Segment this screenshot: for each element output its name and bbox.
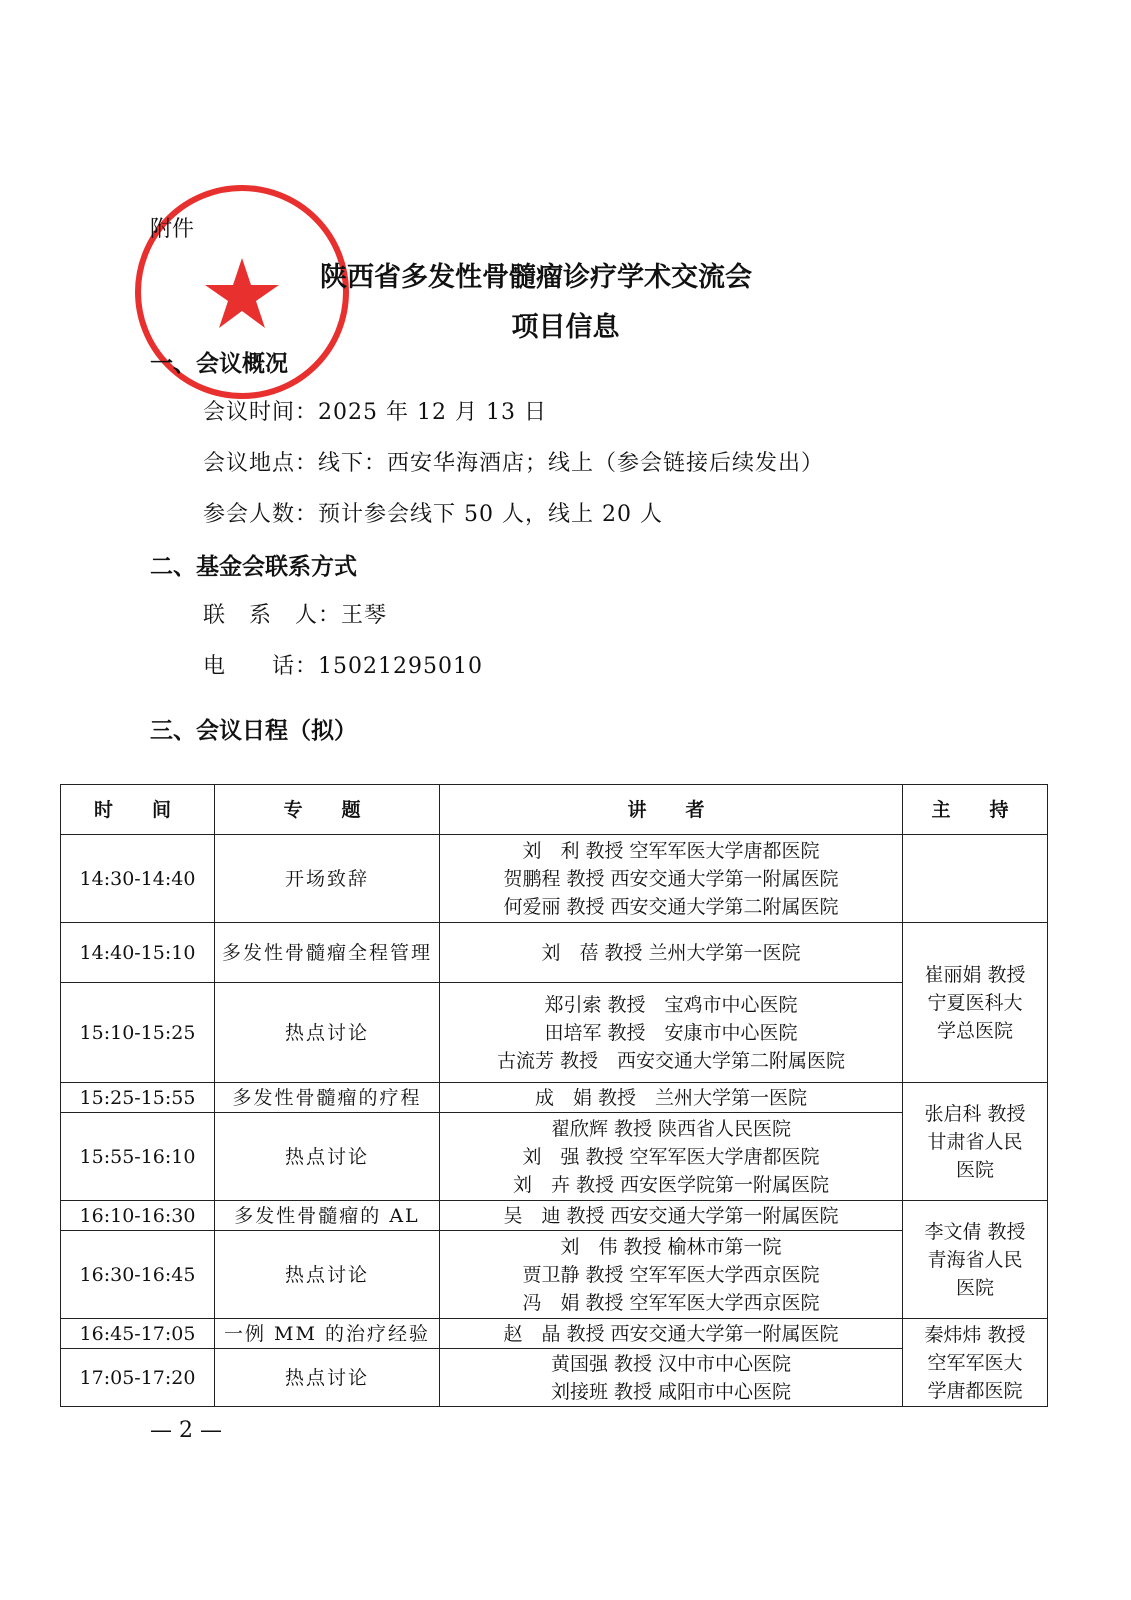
table-row — [61, 1083, 1048, 1113]
moderator-line: 学唐都医院 — [927, 1379, 1023, 1402]
speakers-cell — [440, 1349, 903, 1407]
moderator-cell — [903, 1201, 1048, 1319]
time-cell: 16:10-16:30 — [61, 1201, 215, 1231]
speaker-line: 成 娟 教授 兰州大学第一医院 — [534, 1086, 808, 1109]
speakers-cell — [440, 923, 903, 983]
time-cell: 14:40-15:10 — [61, 923, 215, 983]
speakers-cell — [440, 983, 903, 1083]
moderator-line: 秦炜炜 教授 — [924, 1323, 1026, 1346]
contact-phone: 电 话：15021295010 — [203, 654, 483, 679]
meeting-time: 会议时间：2025 年 12 月 13 日 — [203, 400, 547, 425]
topic-cell: 热点讨论 — [215, 1231, 440, 1319]
speaker-line: 刘 伟 教授 榆林市第一院 — [560, 1235, 782, 1258]
table-row — [61, 983, 1048, 1083]
time-cell: 14:30-14:40 — [61, 835, 215, 923]
table-row — [61, 1231, 1048, 1319]
moderator-line: 学总医院 — [936, 1019, 1013, 1042]
agenda-table — [60, 784, 1048, 1407]
speaker-line: 冯 娟 教授 空军军医大学西京医院 — [522, 1291, 820, 1314]
attendee-count: 参会人数：预计参会线下 50 人，线上 20 人 — [203, 502, 663, 527]
section2-heading: 二、基金会联系方式 — [150, 553, 357, 580]
section1-heading: 一、会议概况 — [150, 350, 288, 377]
speaker-line: 何爱丽 教授 西安交通大学第二附属医院 — [503, 895, 839, 918]
table-row — [61, 1201, 1048, 1231]
speakers-cell — [440, 1231, 903, 1319]
speaker-line: 翟欣辉 教授 陕西省人民医院 — [550, 1117, 792, 1140]
topic-cell: 热点讨论 — [215, 1349, 440, 1407]
speaker-line: 田培军 教授 安康市中心医院 — [544, 1021, 798, 1044]
table-row — [61, 1349, 1048, 1407]
moderator-line: 青海省人民 — [927, 1248, 1023, 1271]
speakers-cell — [440, 1201, 903, 1231]
moderator-line: 医院 — [955, 1158, 994, 1181]
topic-cell: 热点讨论 — [215, 1113, 440, 1201]
table-header-row — [61, 785, 1048, 835]
speakers-cell — [440, 835, 903, 923]
time-cell: 15:10-15:25 — [61, 983, 215, 1083]
moderator-line: 张启科 教授 — [924, 1102, 1026, 1125]
topic-cell: 一例 MM 的治疗经验 — [215, 1319, 440, 1349]
speaker-line: 吴 迪 教授 西安交通大学第一附属医院 — [503, 1204, 839, 1227]
moderator-line: 李文倩 教授 — [924, 1220, 1026, 1243]
speakers-cell — [440, 1083, 903, 1113]
time-cell: 15:55-16:10 — [61, 1113, 215, 1201]
header-topic: 专 题 — [215, 785, 440, 835]
page-subtitle: 项目信息 — [511, 312, 620, 343]
table-row — [61, 1319, 1048, 1349]
speaker-line: 刘 卉 教授 西安医学院第一附属医院 — [512, 1173, 830, 1196]
table-row — [61, 1113, 1048, 1201]
contact-person: 联 系 人：王琴 — [203, 603, 388, 628]
moderator-line: 甘肃省人民 — [927, 1130, 1023, 1153]
time-cell: 17:05-17:20 — [61, 1349, 215, 1407]
speaker-line: 刘接班 教授 咸阳市中心医院 — [550, 1380, 792, 1403]
topic-cell: 多发性骨髓瘤全程管理 — [215, 923, 440, 983]
attachment-label: 附件 — [150, 217, 195, 242]
topic-cell: 多发性骨髓瘤的疗程 — [215, 1083, 440, 1113]
time-cell: 15:25-15:55 — [61, 1083, 215, 1113]
moderator-cell-empty — [903, 835, 1048, 923]
speakers-cell — [440, 1113, 903, 1201]
speaker-line: 黄国强 教授 汉中市中心医院 — [550, 1352, 792, 1375]
page-title: 陕西省多发性骨髓瘤诊疗学术交流会 — [320, 262, 752, 293]
speaker-line: 贺鹏程 教授 西安交通大学第一附属医院 — [503, 867, 839, 890]
table-row — [61, 835, 1048, 923]
speaker-line: 赵 晶 教授 西安交通大学第一附属医院 — [503, 1322, 839, 1345]
moderator-line: 宁夏医科大 — [927, 991, 1023, 1014]
speaker-line: 刘 蓓 教授 兰州大学第一医院 — [541, 941, 801, 964]
moderator-line: 医院 — [955, 1276, 994, 1299]
speakers-cell — [440, 1319, 903, 1349]
topic-cell: 开场致辞 — [215, 835, 440, 923]
meeting-place: 会议地点：线下：西安华海酒店；线上（参会链接后续发出） — [203, 451, 825, 476]
time-cell: 16:30-16:45 — [61, 1231, 215, 1319]
time-cell: 16:45-17:05 — [61, 1319, 215, 1349]
section3-heading: 三、会议日程（拟） — [150, 717, 357, 744]
speaker-line: 刘 利 教授 空军军医大学唐都医院 — [522, 839, 820, 862]
moderator-line: 空军军医大 — [927, 1351, 1023, 1374]
speaker-line: 郑引索 教授 宝鸡市中心医院 — [544, 993, 798, 1016]
moderator-cell — [903, 1319, 1048, 1407]
moderator-line: 崔丽娟 教授 — [924, 963, 1026, 986]
moderator-cell — [903, 923, 1048, 1083]
topic-cell: 多发性骨髓瘤的 AL — [215, 1201, 440, 1231]
table-row — [61, 923, 1048, 983]
header-moderator: 主 持 — [903, 785, 1048, 835]
speaker-line: 刘 强 教授 空军军医大学唐都医院 — [522, 1145, 820, 1168]
header-time: 时 间 — [61, 785, 215, 835]
topic-cell: 热点讨论 — [215, 983, 440, 1083]
speaker-line: 贾卫静 教授 空军军医大学西京医院 — [522, 1263, 820, 1286]
page-number: — 2 — — [150, 1418, 222, 1443]
moderator-cell — [903, 1083, 1048, 1201]
header-speakers: 讲 者 — [440, 785, 903, 835]
speaker-line: 古流芳 教授 西安交通大学第二附属医院 — [496, 1049, 846, 1072]
